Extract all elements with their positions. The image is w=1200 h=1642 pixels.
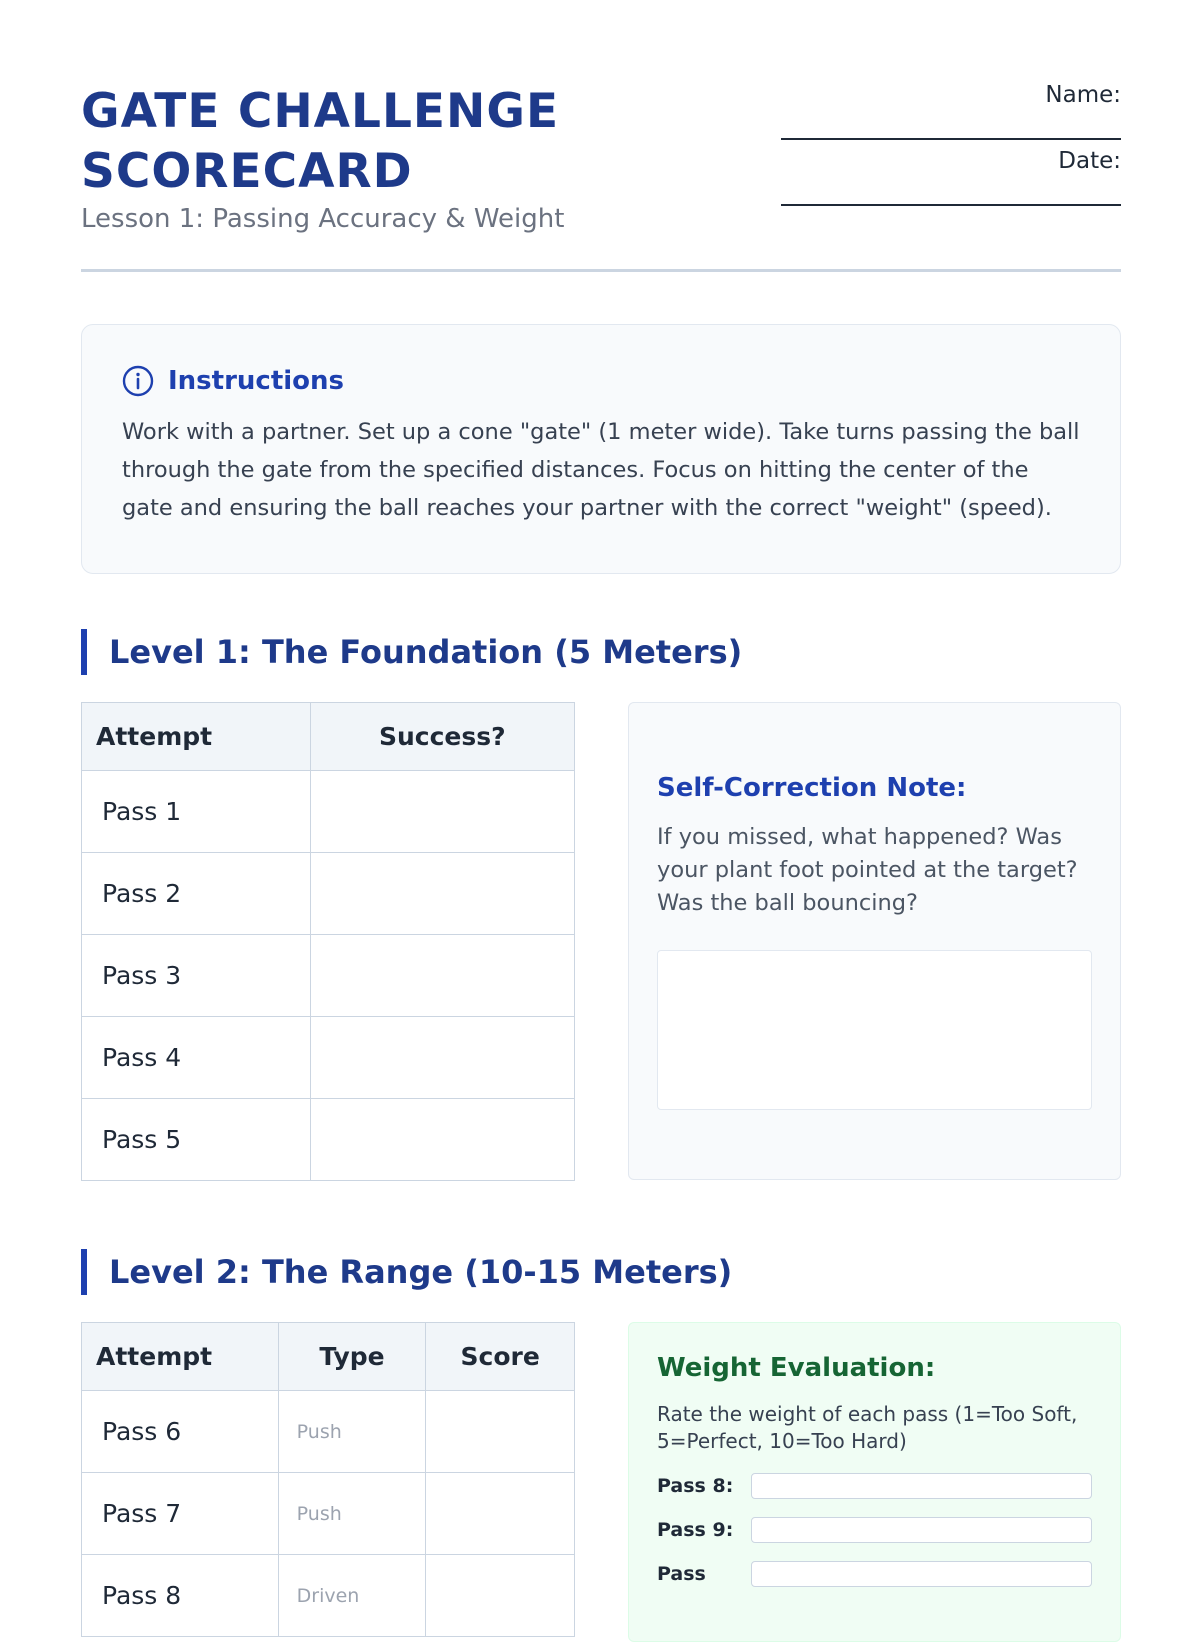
score-cell[interactable] bbox=[426, 1555, 575, 1637]
column-header-type: Type bbox=[278, 1323, 426, 1391]
table-row bbox=[82, 1099, 575, 1181]
attempt-cell: Pass 3 bbox=[82, 935, 311, 1017]
weight-label: Pass 9: bbox=[657, 1519, 734, 1541]
weight-evaluation-box bbox=[628, 1322, 1121, 1642]
type-cell: Push bbox=[278, 1391, 426, 1473]
instructions-header bbox=[122, 365, 1080, 397]
table-row bbox=[82, 1017, 575, 1099]
date-row bbox=[781, 148, 1121, 214]
column-header-attempt: Attempt bbox=[82, 703, 311, 771]
self-correction-box bbox=[628, 702, 1121, 1180]
table-row bbox=[82, 1555, 575, 1637]
attempt-cell: Pass 6 bbox=[82, 1391, 279, 1473]
attempt-cell: Pass 5 bbox=[82, 1099, 311, 1181]
instructions-box bbox=[81, 324, 1121, 574]
name-line[interactable] bbox=[781, 138, 1121, 140]
success-cell[interactable] bbox=[310, 771, 574, 853]
success-cell[interactable] bbox=[310, 1099, 574, 1181]
success-cell[interactable] bbox=[310, 935, 574, 1017]
level-2-heading bbox=[81, 1249, 1121, 1295]
weight-input[interactable] bbox=[751, 1473, 1092, 1499]
weight-label: Pass bbox=[657, 1563, 706, 1585]
success-cell[interactable] bbox=[310, 1017, 574, 1099]
type-cell: Push bbox=[278, 1473, 426, 1555]
weight-row bbox=[657, 1561, 1092, 1587]
date-label: Date: bbox=[1058, 148, 1121, 174]
student-meta bbox=[781, 82, 1121, 214]
self-correction-title: Self-Correction Note: bbox=[657, 773, 967, 803]
attempt-cell: Pass 2 bbox=[82, 853, 311, 935]
instructions-title: Instructions bbox=[168, 366, 345, 396]
level-1-title: Level 1: The Foundation (5 Meters) bbox=[109, 633, 743, 671]
table-header-row bbox=[82, 703, 575, 771]
self-correction-text: If you missed, what happened? Was your plant foot pointed at the target? Was the ball bouncing? bbox=[657, 824, 1078, 916]
attempt-cell: Pass 7 bbox=[82, 1473, 279, 1555]
lesson-subtitle: Lesson 1: Passing Accuracy & Weight bbox=[81, 204, 565, 234]
table-row bbox=[82, 771, 575, 853]
level-1-heading bbox=[81, 629, 1121, 675]
date-line[interactable] bbox=[781, 204, 1121, 206]
level-2-title: Level 2: The Range (10-15 Meters) bbox=[109, 1253, 733, 1291]
column-header-attempt: Attempt bbox=[82, 1323, 279, 1391]
type-cell: Driven bbox=[278, 1555, 426, 1637]
column-header-success: Success? bbox=[310, 703, 574, 771]
instructions-text: Work with a partner. Set up a cone "gate" (1 meter wide). Take turns passing the ball through the gate from the specified distances. Focus on hitting the center of the gate and ensuring the ball reaches your partner with the correct "weight" (speed). bbox=[122, 419, 1080, 521]
column-header-score: Score bbox=[426, 1323, 575, 1391]
attempt-cell: Pass 1 bbox=[82, 771, 311, 853]
score-cell[interactable] bbox=[426, 1391, 575, 1473]
weight-row bbox=[657, 1517, 1092, 1543]
table-row bbox=[82, 1473, 575, 1555]
success-cell[interactable] bbox=[310, 853, 574, 935]
table-row bbox=[82, 935, 575, 1017]
level-1-table bbox=[81, 702, 575, 1181]
self-correction-input[interactable] bbox=[657, 950, 1092, 1110]
page-title: GATE CHALLENGE SCORECARD bbox=[81, 84, 560, 199]
name-label: Name: bbox=[1045, 82, 1121, 108]
weight-row bbox=[657, 1473, 1092, 1499]
table-row bbox=[82, 853, 575, 935]
weight-label: Pass 8: bbox=[657, 1475, 734, 1497]
table-row bbox=[82, 1391, 575, 1473]
header bbox=[81, 82, 1121, 272]
name-row bbox=[781, 82, 1121, 148]
weight-evaluation-text: Rate the weight of each pass (1=Too Soft, 5=Perfect, 10=Too Hard) bbox=[657, 1402, 1078, 1453]
attempt-cell: Pass 8 bbox=[82, 1555, 279, 1637]
info-icon bbox=[122, 365, 154, 397]
weight-input[interactable] bbox=[751, 1561, 1092, 1587]
weight-evaluation-title: Weight Evaluation: bbox=[657, 1353, 936, 1383]
score-cell[interactable] bbox=[426, 1473, 575, 1555]
weight-input[interactable] bbox=[751, 1517, 1092, 1543]
attempt-cell: Pass 4 bbox=[82, 1017, 311, 1099]
table-header-row bbox=[82, 1323, 575, 1391]
level-2-table bbox=[81, 1322, 575, 1637]
